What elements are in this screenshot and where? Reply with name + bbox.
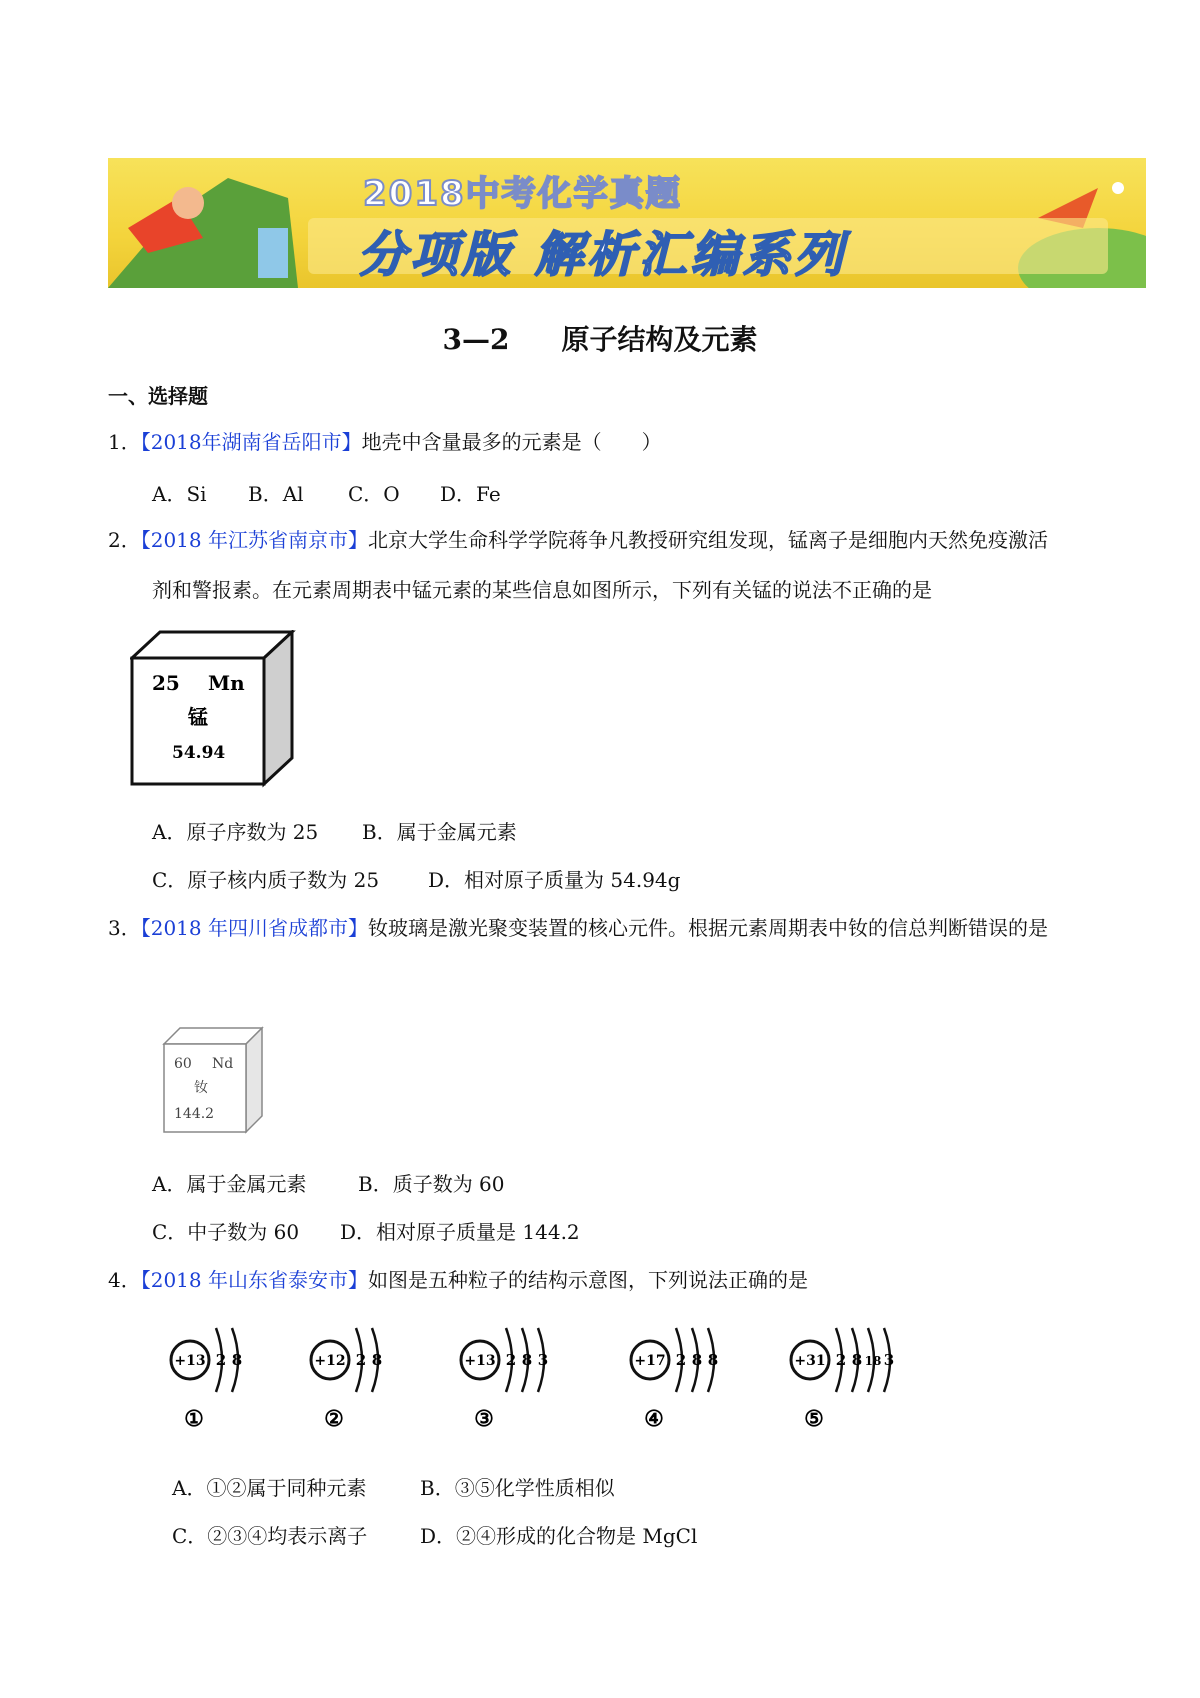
nucleus-charge: +13	[464, 1353, 496, 1369]
option-a: A．①②属于同种元素	[172, 1476, 367, 1500]
particle-label: ②	[324, 1406, 344, 1432]
shell-electron-count: 3	[537, 1351, 549, 1369]
element-tile-neodymium	[160, 1024, 285, 1144]
particle-1	[171, 1328, 242, 1432]
option-c: C．中子数为 60	[152, 1220, 300, 1244]
shell-electron-count: 8	[851, 1351, 863, 1369]
banner-line1: 2018中考化学真题	[363, 174, 682, 214]
question-source: 【2018 年山东省泰安市】	[140, 1268, 368, 1292]
particle-2	[311, 1328, 382, 1432]
tile-mass: 54.94	[172, 743, 226, 763]
nucleus-charge: +31	[794, 1353, 826, 1369]
particle-label: ③	[474, 1406, 494, 1432]
option-c: C．②③④均表示离子	[172, 1524, 368, 1548]
nucleus-charge: +13	[174, 1353, 206, 1369]
shell-electron-count: 8	[231, 1351, 243, 1369]
shell-electron-count: 2	[355, 1351, 367, 1369]
question-number: 3．	[108, 916, 141, 940]
question-number: 1．	[108, 430, 141, 454]
question-stem: 钕玻璃是激光聚变装置的核心元件。根据元素周期表中钕的信总判断错误的是	[368, 916, 1048, 940]
option-a: A．属于金属元素	[152, 1172, 307, 1196]
question-source: 【2018 年江苏省南京市】	[140, 528, 368, 552]
shell-electron-count: 8	[521, 1351, 533, 1369]
question-number: 4．	[108, 1268, 141, 1292]
particle-4	[631, 1328, 718, 1432]
question-source: 【2018年湖南省岳阳市】	[140, 430, 362, 454]
question-1	[108, 426, 1108, 458]
shell-electron-count: 3	[883, 1351, 895, 1369]
option-d: D．②④形成的化合物是 MgCl	[420, 1524, 698, 1548]
shell-electron-count: 2	[675, 1351, 687, 1369]
option-b: B．质子数为 60	[358, 1172, 505, 1196]
particle-label: ⑤	[804, 1406, 824, 1432]
tile-number: 25	[152, 671, 180, 695]
shell-electron-count: 2	[505, 1351, 517, 1369]
option-c: C．原子核内质子数为 25	[152, 868, 380, 892]
question-number: 2．	[108, 528, 141, 552]
tile-symbol: Nd	[212, 1056, 234, 1072]
header-banner	[108, 158, 1146, 288]
option-d: D．相对原子质量是 144.2	[340, 1220, 580, 1244]
particle-3	[461, 1328, 548, 1432]
element-tile-manganese	[130, 630, 300, 790]
option-a: A．原子序数为 25	[152, 820, 319, 844]
tile-name: 锰	[188, 705, 208, 729]
question-stem-continued: 剂和警报素。在元素周期表中锰元素的某些信息如图所示，下列有关锰的说法不正确的是	[152, 578, 932, 602]
particle-label: ④	[644, 1406, 664, 1432]
particle-5	[791, 1328, 894, 1432]
option-a: A．Si	[152, 482, 207, 506]
title-number: 3—2	[442, 323, 510, 356]
question-stem: 地壳中含量最多的元素是（ ）	[361, 430, 662, 454]
shell-electron-count: 18	[864, 1354, 882, 1368]
shell-electron-count: 2	[215, 1351, 227, 1369]
nucleus-charge: +17	[634, 1353, 666, 1369]
title-text: 原子结构及元素	[561, 323, 758, 356]
question-stem: 北京大学生命科学学院蒋争凡教授研究组发现，锰离子是细胞内天然免疫激活	[368, 528, 1048, 552]
shell-electron-count: 2	[835, 1351, 847, 1369]
option-c: C．O	[348, 482, 400, 506]
shell-electron-count: 8	[707, 1351, 719, 1369]
tile-number: 60	[174, 1056, 192, 1072]
option-d: D．相对原子质量为 54.94g	[428, 868, 681, 892]
option-b: B．Al	[248, 482, 304, 506]
tile-symbol: Mn	[208, 671, 245, 695]
option-b: B．③⑤化学性质相似	[420, 1476, 615, 1500]
nucleus-charge: +12	[314, 1353, 346, 1369]
shell-electron-count: 8	[691, 1351, 703, 1369]
page-title	[0, 318, 1200, 358]
shell-electron-count: 8	[371, 1351, 383, 1369]
tile-name: 钕	[194, 1080, 208, 1096]
section-heading: 一、选择题	[108, 384, 208, 408]
question-3	[108, 912, 1108, 944]
option-b: B．属于金属元素	[362, 820, 517, 844]
tile-mass: 144.2	[174, 1106, 215, 1122]
question-source: 【2018 年四川省成都市】	[140, 916, 368, 940]
particle-diagrams	[150, 1310, 950, 1440]
banner-line2: 分项版 解析汇编系列	[358, 227, 847, 283]
particle-label: ①	[184, 1406, 204, 1432]
question-2	[108, 524, 1108, 556]
option-d: D．Fe	[440, 482, 501, 506]
question-4	[108, 1264, 1108, 1296]
question-stem: 如图是五种粒子的结构示意图，下列说法正确的是	[368, 1268, 808, 1292]
